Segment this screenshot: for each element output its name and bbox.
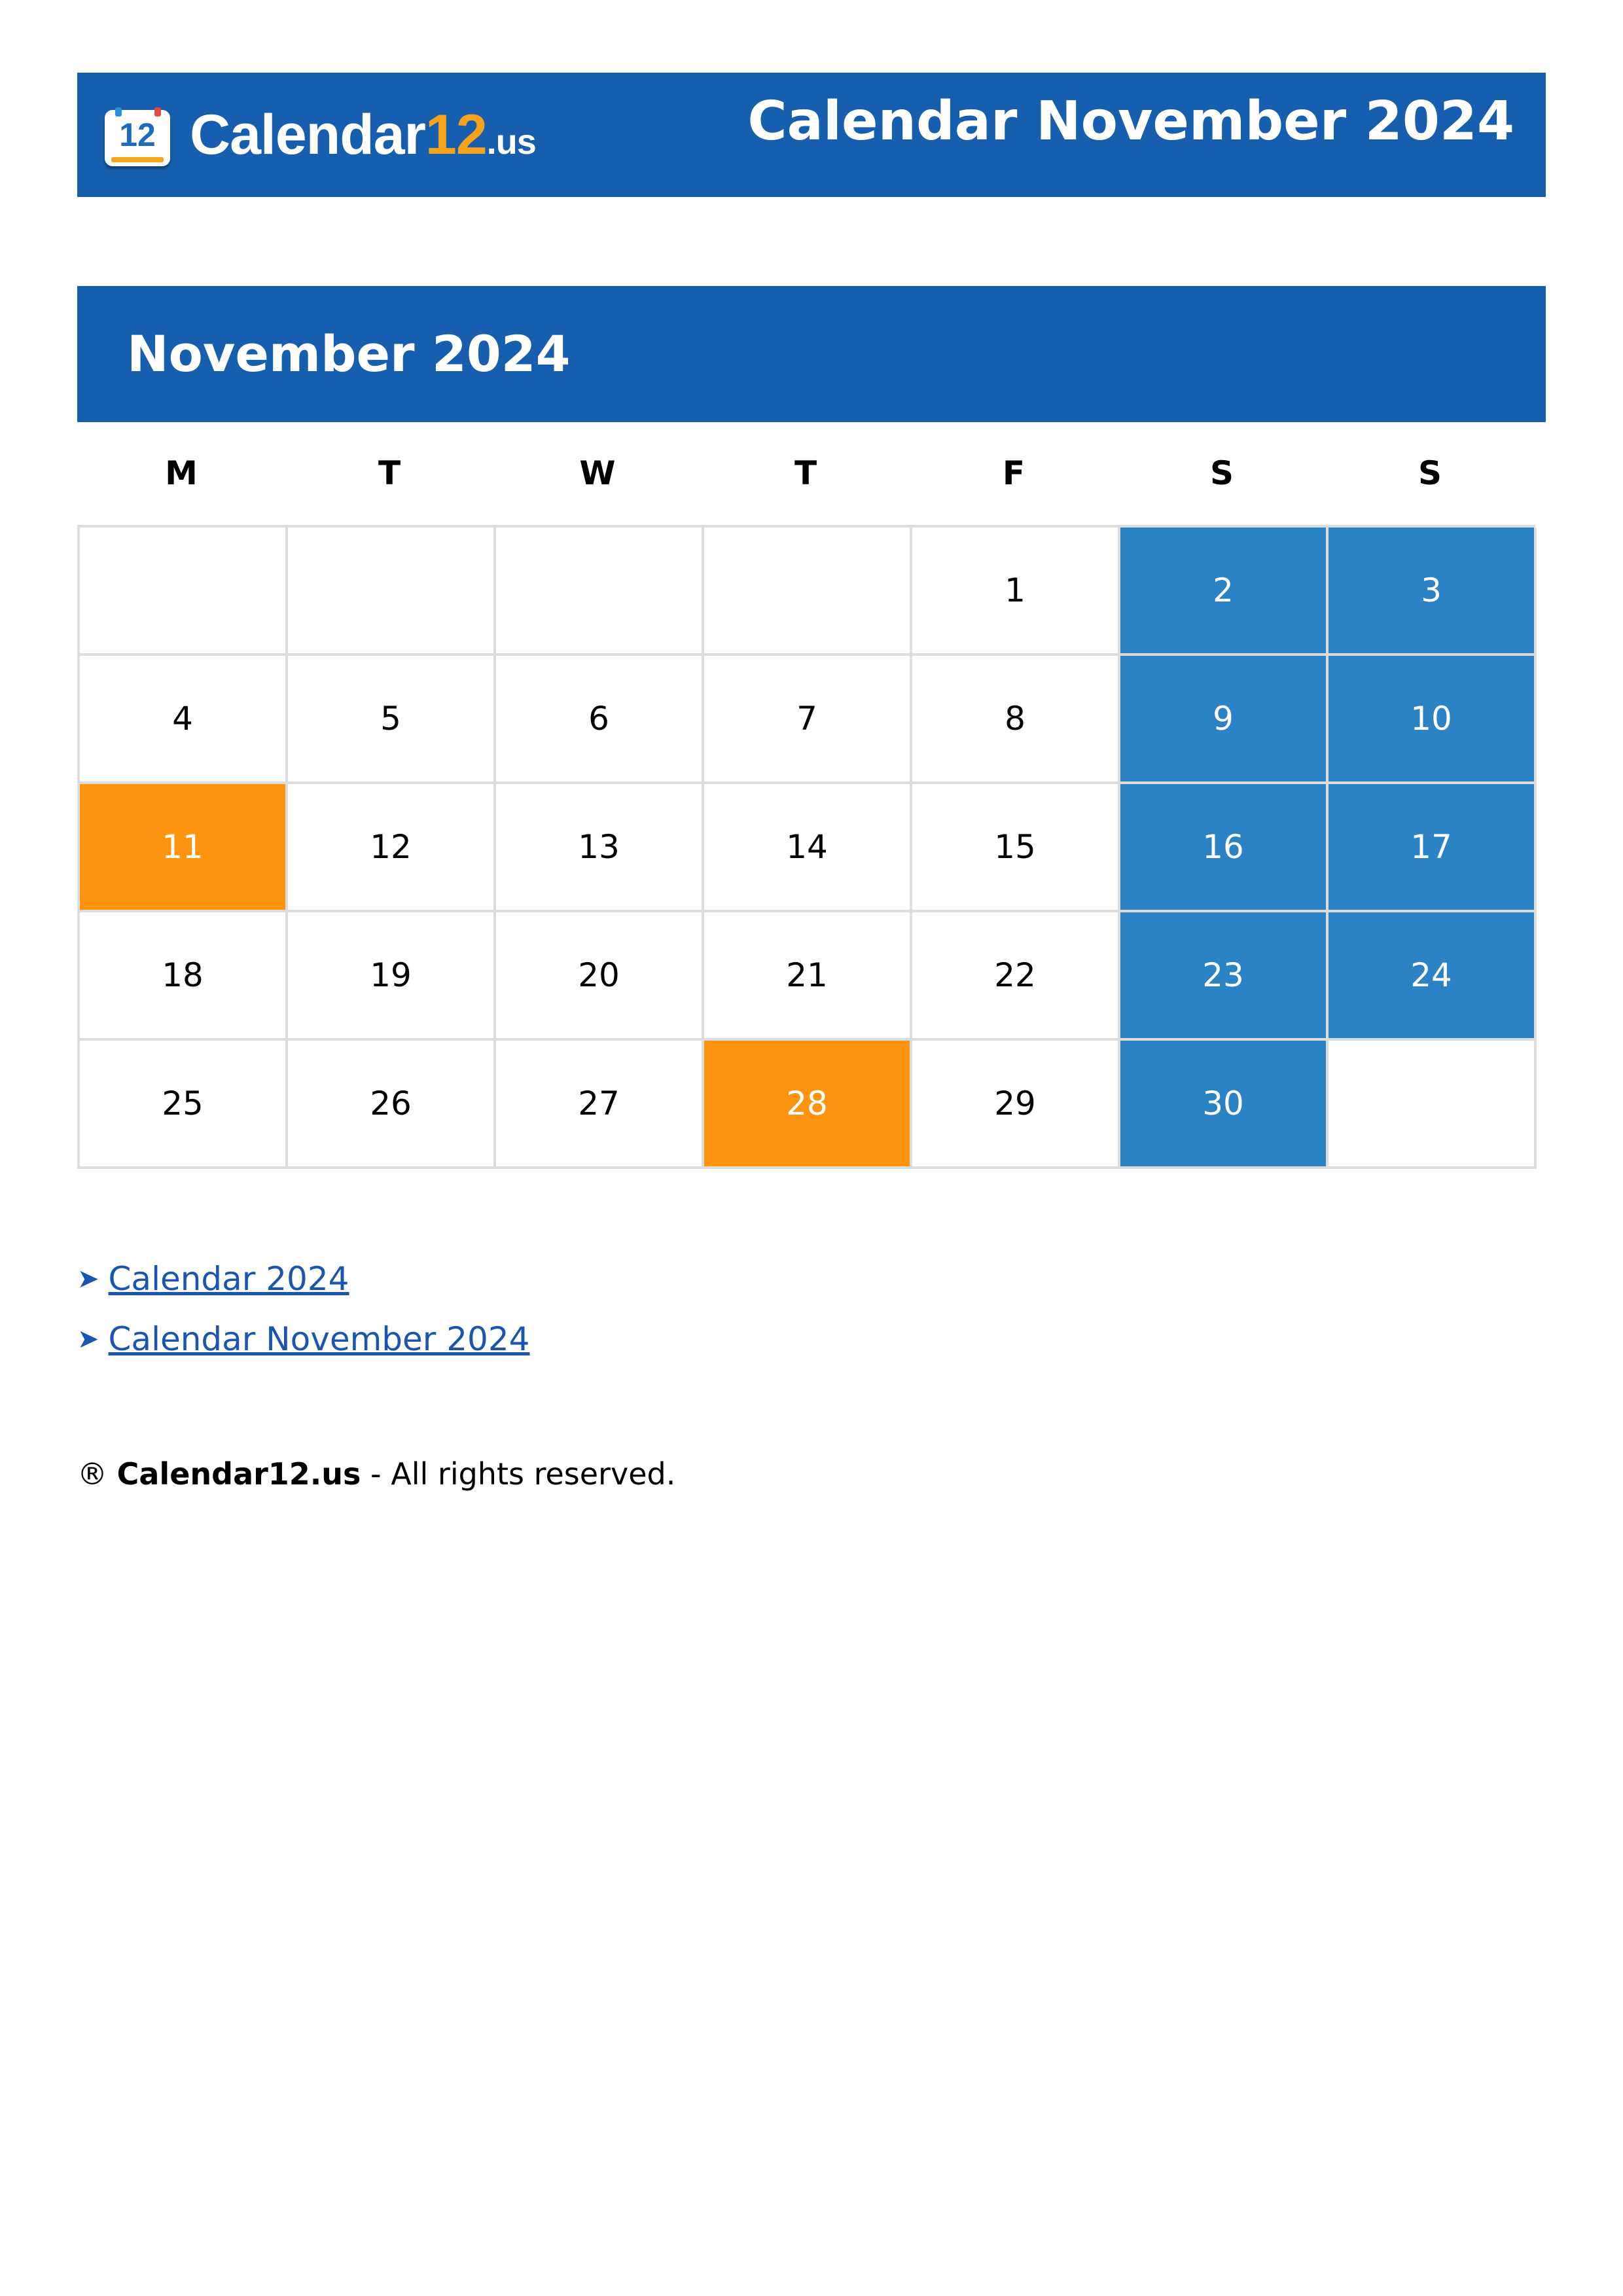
footer-brand: Calendar12.us	[116, 1456, 361, 1492]
weekday-friday: F	[1002, 454, 1026, 492]
arrow-right-icon: ➤	[77, 1264, 99, 1294]
day-cell: 16	[1120, 784, 1329, 912]
day-cell	[496, 528, 704, 656]
day-cell	[288, 528, 496, 656]
day-cell: 7	[704, 656, 912, 784]
day-cell: 10	[1329, 656, 1537, 784]
weekday-saturday: S	[1209, 454, 1234, 492]
weekday-sunday: S	[1418, 454, 1442, 492]
day-cell: 5	[288, 656, 496, 784]
day-cell	[1329, 1041, 1537, 1169]
link-item	[77, 1309, 530, 1369]
footer-text: - All rights reserved.	[361, 1456, 676, 1492]
day-cell: 13	[496, 784, 704, 912]
day-cell	[704, 528, 912, 656]
site-logo[interactable]	[105, 105, 536, 171]
day-cell: 20	[496, 912, 704, 1041]
day-cell: 18	[80, 912, 288, 1041]
day-cell	[80, 528, 288, 656]
weekday-monday: M	[165, 454, 198, 492]
day-cell: 14	[704, 784, 912, 912]
day-cell: 19	[288, 912, 496, 1041]
weekday-thursday: T	[794, 454, 817, 492]
link-item	[77, 1249, 530, 1309]
footer	[77, 1456, 675, 1492]
day-cell: 27	[496, 1041, 704, 1169]
page-title: Calendar November 2024	[747, 90, 1514, 152]
logo-wordmark	[190, 102, 536, 175]
related-links	[77, 1249, 530, 1369]
day-cell: 12	[288, 784, 496, 912]
calendar-icon	[105, 110, 170, 166]
day-cell: 1	[912, 528, 1120, 656]
day-cell: 11	[80, 784, 288, 912]
top-banner	[77, 73, 1546, 197]
day-cell: 3	[1329, 528, 1537, 656]
day-cell: 15	[912, 784, 1120, 912]
arrow-right-icon: ➤	[77, 1324, 99, 1354]
month-header	[77, 286, 1546, 422]
logo-text-tld: .us	[486, 122, 536, 162]
day-cell: 8	[912, 656, 1120, 784]
calendar-grid	[77, 525, 1535, 1169]
month-title: November 2024	[127, 325, 571, 383]
link-calendar-2024[interactable]: Calendar 2024	[108, 1260, 349, 1298]
day-cell: 25	[80, 1041, 288, 1169]
link-calendar-november-2024[interactable]: Calendar November 2024	[108, 1320, 530, 1358]
day-cell: 6	[496, 656, 704, 784]
weekday-header-row	[77, 437, 1534, 509]
day-cell: 17	[1329, 784, 1537, 912]
logo-icon-number: 12	[119, 117, 156, 153]
logo-text-accent: 12	[425, 103, 487, 166]
day-cell: 30	[1120, 1041, 1329, 1169]
weekday-tuesday: T	[378, 454, 401, 492]
weekday-wednesday: W	[579, 454, 616, 492]
day-cell: 2	[1120, 528, 1329, 656]
day-cell: 26	[288, 1041, 496, 1169]
day-cell: 22	[912, 912, 1120, 1041]
logo-text-main: Calendar	[190, 103, 426, 166]
registered-symbol: ®	[77, 1456, 107, 1492]
day-cell: 4	[80, 656, 288, 784]
day-cell: 9	[1120, 656, 1329, 784]
day-cell: 28	[704, 1041, 912, 1169]
day-cell: 21	[704, 912, 912, 1041]
day-cell: 29	[912, 1041, 1120, 1169]
day-cell: 23	[1120, 912, 1329, 1041]
day-cell: 24	[1329, 912, 1537, 1041]
